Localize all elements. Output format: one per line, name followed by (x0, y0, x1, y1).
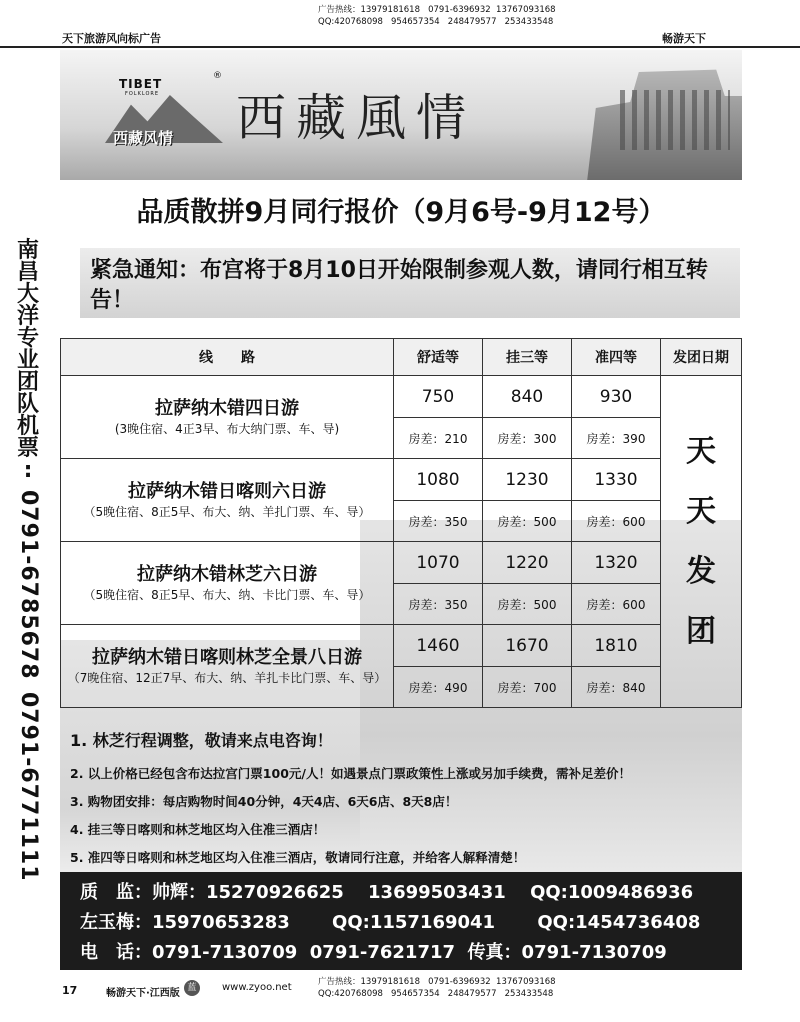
sidebar-char: 大 (16, 282, 39, 307)
table-row (61, 625, 742, 667)
header-right-text: 畅游天下 (662, 32, 706, 45)
room-diff-cell: 房差：390 (572, 418, 661, 459)
room-diff-cell: 房差：600 (572, 501, 661, 542)
price-cell: 1080 (394, 459, 483, 501)
room-diff-cell: 房差：500 (483, 584, 572, 625)
table-row (61, 459, 742, 501)
price-cell: 1320 (572, 542, 661, 584)
route-desc: （5晚住宿、8正5早、布大、纳、卡比门票、车、导） (83, 588, 371, 602)
col-header-comfort: 舒适等 (394, 339, 483, 376)
col-header-three-star: 挂三等 (483, 339, 572, 376)
logo-text-cn: 西藏风情 (113, 129, 174, 147)
price-cell: 930 (572, 376, 661, 418)
table-row (61, 376, 742, 418)
sidebar-char: 专 (16, 326, 39, 351)
edition-badge: 蓝 (184, 980, 200, 996)
sidebar-char: 南 (16, 238, 39, 263)
departure-char: 发 (686, 553, 716, 589)
note-item: 4. 挂三等日喀则和林芝地区均入住准三酒店！ (70, 822, 326, 837)
website-link[interactable]: www.zyoo.net (222, 982, 292, 993)
room-diff-cell: 房差：500 (483, 501, 572, 542)
price-cell: 840 (483, 376, 572, 418)
price-cell: 750 (394, 376, 483, 418)
header-left-text: 天下旅游风向标广告 (62, 32, 161, 45)
sidebar-char: : (23, 458, 33, 483)
page-header (0, 0, 800, 48)
sidebar-char: 队 (16, 392, 39, 417)
contact-row-zuo-yumei: 左玉梅：15970653283 QQ:1157169041 QQ:1454736408 (80, 912, 701, 933)
contact-row-phone: 电 话：0791-7130709 0791-7621717 传真：0791-7130709 (80, 942, 667, 963)
tibet-folklore-logo (105, 65, 223, 147)
room-diff-cell: 房差：840 (572, 667, 661, 708)
price-table (60, 338, 742, 708)
logo-text-en: TIBET (119, 77, 163, 91)
price-cell: 1220 (483, 542, 572, 584)
sidebar-phone-2: 0791-6771111 (16, 691, 41, 882)
price-cell: 1810 (572, 625, 661, 667)
price-cell: 1460 (394, 625, 483, 667)
col-header-route: 线 路 (61, 339, 394, 376)
logo-subtext: FOLKLORE (125, 91, 160, 97)
sidebar-char: 业 (16, 348, 39, 373)
route-name: 拉萨纳木错日喀则六日游 (128, 481, 326, 502)
urgent-notice (80, 248, 740, 318)
sidebar-char: 机 (16, 414, 39, 439)
sidebar-char: 昌 (16, 260, 39, 285)
route-cell (61, 625, 394, 708)
route-cell (61, 459, 394, 542)
palace-windows-decoration (620, 90, 730, 150)
room-diff-cell: 房差：490 (394, 667, 483, 708)
col-header-four-star: 准四等 (572, 339, 661, 376)
route-name: 拉萨纳木错林芝六日游 (137, 564, 317, 585)
note-item: 2. 以上价格已经包含布达拉宫门票100元/人！如遇景点门票政策性上涨或另加手续费，需补足差价！ (70, 766, 631, 781)
room-diff-cell: 房差：300 (483, 418, 572, 459)
sidebar-phone-1: 0791-6785678 (16, 490, 41, 680)
route-cell (61, 542, 394, 625)
banner-title: 西藏風情 (236, 89, 476, 147)
route-desc: (3晚住宿、4正3早、布大纳门票、车、导) (114, 422, 340, 436)
contact-row-supervisor: 质 监：帅辉：15270926625 13699503431 QQ:1009486936 (80, 882, 694, 903)
banner (60, 50, 742, 180)
table-row (61, 542, 742, 584)
note-item: 3. 购物团安排：每店购物时间40分钟，4天4店、6天6店、8天8店！ (70, 794, 458, 809)
route-desc: （7晚住宿、12正7早、布大、纳、羊扎卡比门票、车、导） (67, 671, 387, 685)
sidebar-ticket-ad (6, 240, 50, 881)
notice-text: 紧急通知：布宫将于8月10日开始限制参观人数，请同行相互转告！ (90, 258, 708, 313)
room-diff-cell: 房差：700 (483, 667, 572, 708)
page-footer (0, 976, 800, 1022)
route-name: 拉萨纳木错日喀则林芝全景八日游 (92, 647, 362, 668)
price-cell: 1330 (572, 459, 661, 501)
route-name: 拉萨纳木错四日游 (155, 398, 299, 419)
page-number: 17 (62, 984, 78, 997)
sidebar-char: 洋 (16, 304, 39, 329)
footer-ad-hotline: 广告热线：13979181618 0791-6396932 13767093168 QQ:420768098 954657354 248479577 253433548 (318, 977, 556, 999)
departure-char: 团 (686, 613, 716, 649)
price-cell: 1230 (483, 459, 572, 501)
price-list-title: 品质散拼9月同行报价（9月6号-9月12号） (136, 197, 666, 228)
room-diff-cell: 房差：600 (572, 584, 661, 625)
notes-list (70, 726, 742, 872)
room-diff-cell: 房差：350 (394, 501, 483, 542)
price-cell: 1070 (394, 542, 483, 584)
price-cell: 1670 (483, 625, 572, 667)
sidebar-char: 票 (16, 436, 39, 461)
col-header-departure: 发团日期 (661, 339, 742, 376)
registered-mark: ® (213, 71, 222, 81)
note-item: 5. 准四等日喀则和林芝地区均入住准三酒店，敬请同行注意，并给客人解释清楚！ (70, 850, 526, 865)
room-diff-cell: 房差：210 (394, 418, 483, 459)
departure-char: 天 (686, 493, 716, 529)
room-diff-cell: 房差：350 (394, 584, 483, 625)
route-desc: （5晚住宿、8正5早、布大、纳、羊扎门票、车、导） (83, 505, 371, 519)
sidebar-char: 团 (16, 370, 39, 395)
departure-cell (661, 376, 742, 708)
header-ad-hotline: 广告热线：13979181618 0791-6396932 13767093168 QQ:420768098 954657354 248479577 253433548 (318, 5, 556, 27)
note-item: 1. 林芝行程调整，敬请来点电咨询！ (70, 731, 333, 750)
departure-char: 天 (686, 433, 716, 469)
publication-name: 畅游天下·江西版 (106, 988, 180, 999)
route-cell (61, 376, 394, 459)
contact-block (60, 872, 742, 970)
table-header-row (61, 339, 742, 376)
